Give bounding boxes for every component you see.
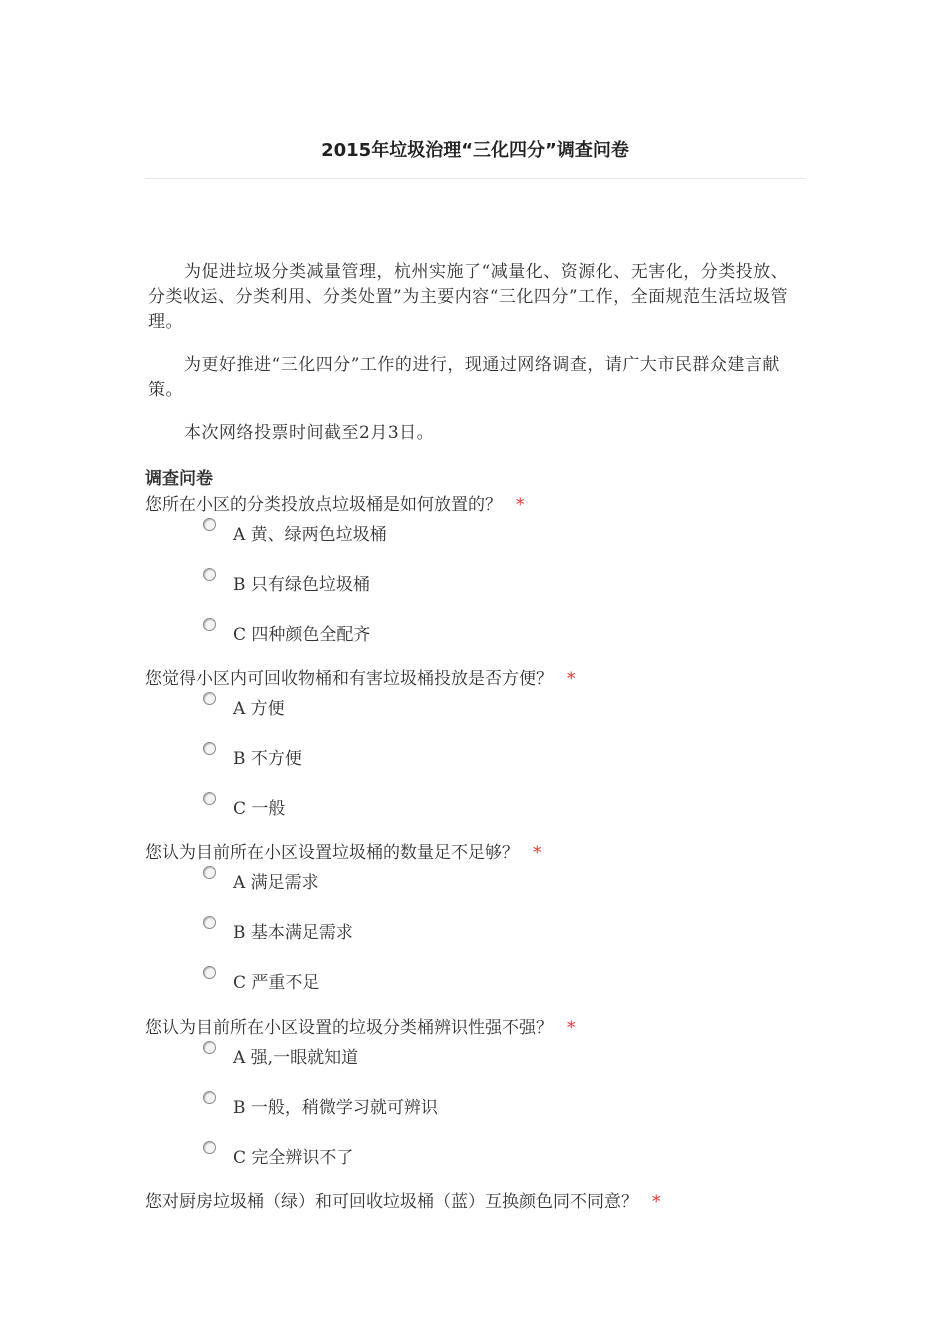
intro-paragraph-2: 为更好推进“三化四分”工作的进行，现通过网络调查，请广大市民群众建言献策。	[148, 355, 780, 400]
title-divider	[145, 178, 805, 179]
radio-button[interactable]	[203, 866, 216, 879]
radio-button[interactable]	[203, 742, 216, 755]
question-text: 您对厨房垃圾桶（绿）和可回收垃圾桶（蓝）互换颜色同不同意？	[145, 1192, 638, 1212]
required-mark: *	[567, 1018, 576, 1038]
required-mark: *	[533, 843, 542, 863]
question-4	[145, 1013, 825, 1038]
intro-paragraph-3: 本次网络投票时间截至2月3日。	[184, 423, 435, 443]
question-text: 您认为目前所在小区设置垃圾桶的数量足不足够？	[145, 843, 519, 863]
radio-button[interactable]	[203, 1041, 216, 1054]
option-label: A 黄、绿两色垃圾桶	[233, 525, 387, 545]
option-label: A 强,一眼就知道	[233, 1048, 359, 1068]
question-text: 您觉得小区内可回收物桶和有害垃圾桶投放是否方便？	[145, 669, 553, 689]
required-mark: *	[567, 669, 576, 689]
option-label: C 完全辨识不了	[233, 1148, 354, 1168]
radio-button[interactable]	[203, 618, 216, 631]
option-label: A 方便	[233, 699, 285, 719]
radio-button[interactable]	[203, 1141, 216, 1154]
radio-button[interactable]	[203, 792, 216, 805]
option-label: B 一般，稍微学习就可辨识	[233, 1098, 438, 1118]
radio-button[interactable]	[203, 568, 216, 581]
option-label: C 四种颜色全配齐	[233, 625, 371, 645]
question-5	[145, 1187, 825, 1212]
option-label: C 一般	[233, 799, 286, 819]
option-label: A 满足需求	[233, 873, 319, 893]
radio-button[interactable]	[203, 518, 216, 531]
required-mark: *	[652, 1192, 661, 1212]
radio-button[interactable]	[203, 1091, 216, 1104]
section-title: 调查问卷	[145, 469, 213, 489]
intro-text	[148, 260, 803, 464]
question-text: 您所在小区的分类投放点垃圾桶是如何放置的？	[145, 495, 502, 515]
question-1	[145, 490, 825, 515]
radio-button[interactable]	[203, 916, 216, 929]
radio-button[interactable]	[203, 692, 216, 705]
intro-paragraph-1: 为促进垃圾分类减量管理，杭州实施了“减量化、资源化、无害化，分类投放、分类收运、分类利用、分类处置”为主要内容“三化四分”工作，全面规范生活垃圾管理。	[148, 262, 789, 332]
question-text: 您认为目前所在小区设置的垃圾分类桶辨识性强不强？	[145, 1018, 553, 1038]
option-label: B 基本满足需求	[233, 923, 353, 943]
page-title: 2015年垃圾治理“三化四分”调查问卷	[321, 140, 629, 161]
question-3	[145, 838, 825, 863]
radio-button[interactable]	[203, 966, 216, 979]
option-label: B 只有绿色垃圾桶	[233, 575, 370, 595]
required-mark: *	[516, 495, 525, 515]
option-label: B 不方便	[233, 749, 302, 769]
question-2	[145, 664, 825, 689]
option-label: C 严重不足	[233, 973, 320, 993]
